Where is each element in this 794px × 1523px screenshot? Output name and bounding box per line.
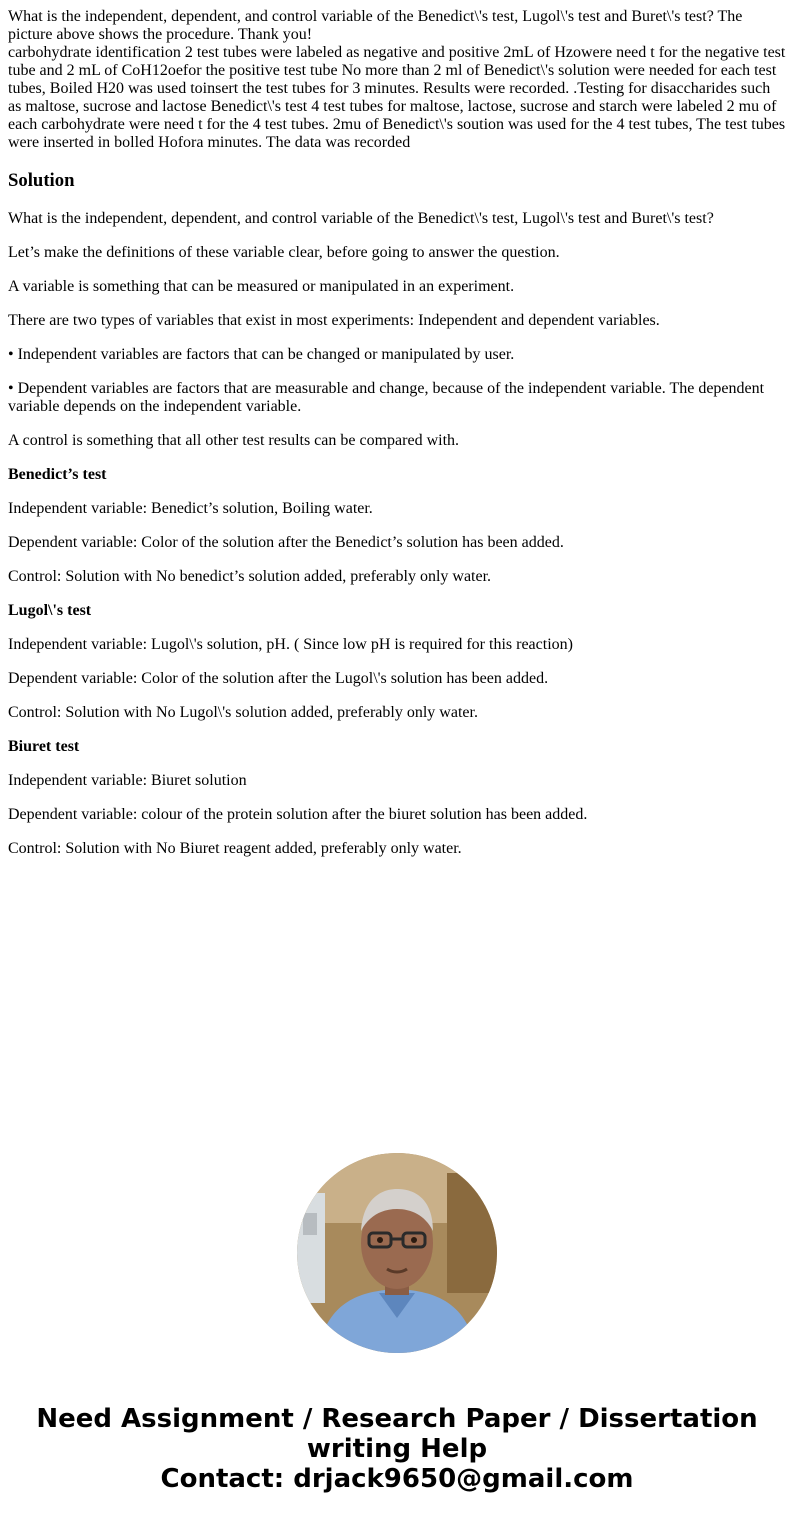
benedict-dependent: Dependent variable: Color of the solution after the Benedict’s solution has been added.: [8, 534, 564, 551]
biuret-control: Control: Solution with No Biuret reagent added, preferably only water.: [8, 840, 462, 857]
biuret-title-text: Biuret test: [8, 738, 80, 755]
benedict-title: [8, 466, 786, 484]
lugol-title-text: Lugol\'s test: [8, 602, 92, 619]
solution-heading: Solution: [8, 170, 75, 191]
lugol-independent: Independent variable: Lugol\'s solution, pH. ( Since low pH is required for this reaction): [8, 636, 573, 653]
author-photo-illustration: [297, 1153, 497, 1353]
lugol-dependent: Dependent variable: Color of the solution after the Lugol\'s solution has been added.: [8, 670, 549, 687]
benedict-independent: Independent variable: Benedict’s solution, Boiling water.: [8, 500, 373, 517]
author-avatar: [297, 1153, 497, 1353]
lugol-title: [8, 602, 786, 620]
dependent-bullet: • Dependent variables are factors that are measurable and change, because of the independent variable. The dependent variable depends on the independent variable.: [8, 380, 765, 415]
benedict-control: Control: Solution with No benedict’s solution added, preferably only water.: [8, 568, 492, 585]
benedict-title-text: Benedict’s test: [8, 466, 107, 483]
biuret-title: [8, 738, 786, 756]
restated-question: What is the independent, dependent, and control variable of the Benedict\'s test, Lugol\'s test and Buret\'s test?: [8, 210, 714, 227]
intro-paragraph: Let’s make the definitions of these variable clear, before going to answer the question.: [8, 244, 560, 261]
independent-bullet: • Independent variables are factors that can be changed or manipulated by user.: [8, 346, 515, 363]
footer-contact: [0, 1404, 794, 1494]
question-line-1: What is the independent, dependent, and control variable of the Benedict\'s test, Lugol\'s test and Buret\'s test? The picture above shows the procedure. Thank you!: [8, 8, 743, 43]
control-definition: A control is something that all other test results can be compared with.: [8, 432, 460, 449]
lugol-control: Control: Solution with No Lugol\'s solution added, preferably only water.: [8, 704, 478, 721]
variable-definition: A variable is something that can be measured or manipulated in an experiment.: [8, 278, 515, 295]
biuret-independent: Independent variable: Biuret solution: [8, 772, 247, 789]
footer-help-text: Need Assignment / Research Paper / Dissertation writing Help: [36, 1404, 758, 1464]
question-line-2: carbohydrate identification 2 test tubes were labeled as negative and positive 2mL of Hzowere need t for the negative test tube and 2 mL of CoH12oefor the positive test tube No more than 2 ml of Benedict\'s solution were needed for each test tubes, Boiled H20 was used toinsert the test tubes for 3 minutes. Results were recorded. .Testing for disaccharides such as maltose, sucrose and lactose Benedict\'s test 4 test tubes for maltose, lactose, sucrose and starch were labeled 2 mu of each carbohydrate were need t for the 4 test tubes. 2mu of Benedict\'s soution was used for the 4 test tubes, The test tubes were inserted in bolled Hofora minutes. The data was recorded: [8, 44, 786, 151]
footer-contact-email: Contact: drjack9650@gmail.com: [160, 1464, 634, 1494]
two-types-paragraph: There are two types of variables that exist in most experiments: Independent and dependent variables.: [8, 312, 660, 329]
question-text: [8, 8, 786, 152]
biuret-dependent: Dependent variable: colour of the protein solution after the biuret solution has been added.: [8, 806, 588, 823]
document-body: [8, 8, 786, 858]
